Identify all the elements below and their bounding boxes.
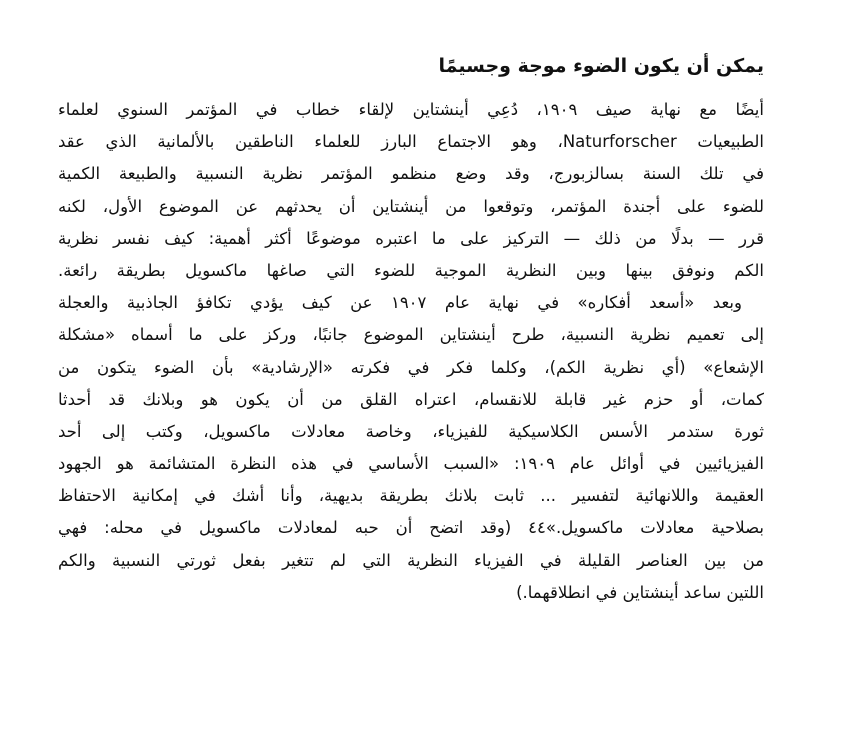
text-line: كمات، أو حزم غير قابلة للانقسام، اعتراه القلق من أن يكون هو وبلانك قد أحدثا <box>58 389 764 409</box>
text-line: الطبيعيات Naturforscher، وهو الاجتماع البارز للعلماء الناطقين بالألمانية الذي عقد <box>58 132 764 152</box>
text-line: الإشعاع» (أي نظرية الكم)، وكلما فكر في فكرته «الإرشادية» بأن الضوء يتكون من <box>58 357 764 377</box>
text-line: قرر — بدلًا من ذلك — التركيز على ما اعتبره موضوعًا أكثر أهمية: كيف نفسر نظرية <box>58 228 764 248</box>
text-line: العقيمة واللانهائية لتفسير ... ثابت بلانك بطريقة بديهية، وأنا أشك في إمكانية الاحتفاظ <box>58 486 764 506</box>
text-line: اللتين ساعد أينشتاين في انطلاقهما.) <box>516 582 764 602</box>
text-line: أيضًا مع نهاية صيف ١٩٠٩، دُعِي أينشتاين لإلقاء خطاب في المؤتمر السنوي لعلماء <box>58 100 764 119</box>
book-page <box>58 48 764 609</box>
text-line: ثورة ستدمر الأسس الكلاسيكية للفيزياء، وخاصة معادلات ماكسويل، وكتب إلى أحد <box>58 421 764 441</box>
text-line: الفيزيائيين في أوائل عام ١٩٠٩: «السبب الأساسي في هذه النظرة المتشائمة هو الجهود <box>58 454 764 474</box>
paragraph-2 <box>58 287 764 609</box>
text-line: وبعد «أسعد أفكاره» في نهاية عام ١٩٠٧ عن كيف يؤدي تكافؤ الجاذبية والعجلة <box>58 293 742 313</box>
text-line: من بين العناصر القليلة في الفيزياء النظرية التي لم تتغير بفعل ثورتي النسبية والكم <box>58 550 764 570</box>
section-heading: يمكن أن يكون الضوء موجة وجسيمًا <box>438 55 764 77</box>
text-line: للضوء على أجندة المؤتمر، وتوقعوا من أينشتاين أن يحدثهم عن الموضوع الأول، لكنه <box>58 196 764 216</box>
text-line: إلى تعميم نظرية النسبية، طرح أينشتاين الموضوع جانبًا، وركز على ما أسماه «مشكلة <box>58 325 764 345</box>
text-line: الكم ونوفق بينها وبين النظرية الموجية للضوء التي صاغها ماكسويل بطريقة رائعة. <box>58 260 764 280</box>
text-line: بصلاحية معادلات ماكسويل.»٤٤ (وقد اتضح أن حبه لمعادلات ماكسويل في محله: فهي <box>58 518 764 538</box>
text-line: في تلك السنة بسالزبورج، وقد وضع منظمو المؤتمر نظرية النسبية والطبيعة الكمية <box>58 164 764 184</box>
paragraph-1 <box>58 94 764 287</box>
